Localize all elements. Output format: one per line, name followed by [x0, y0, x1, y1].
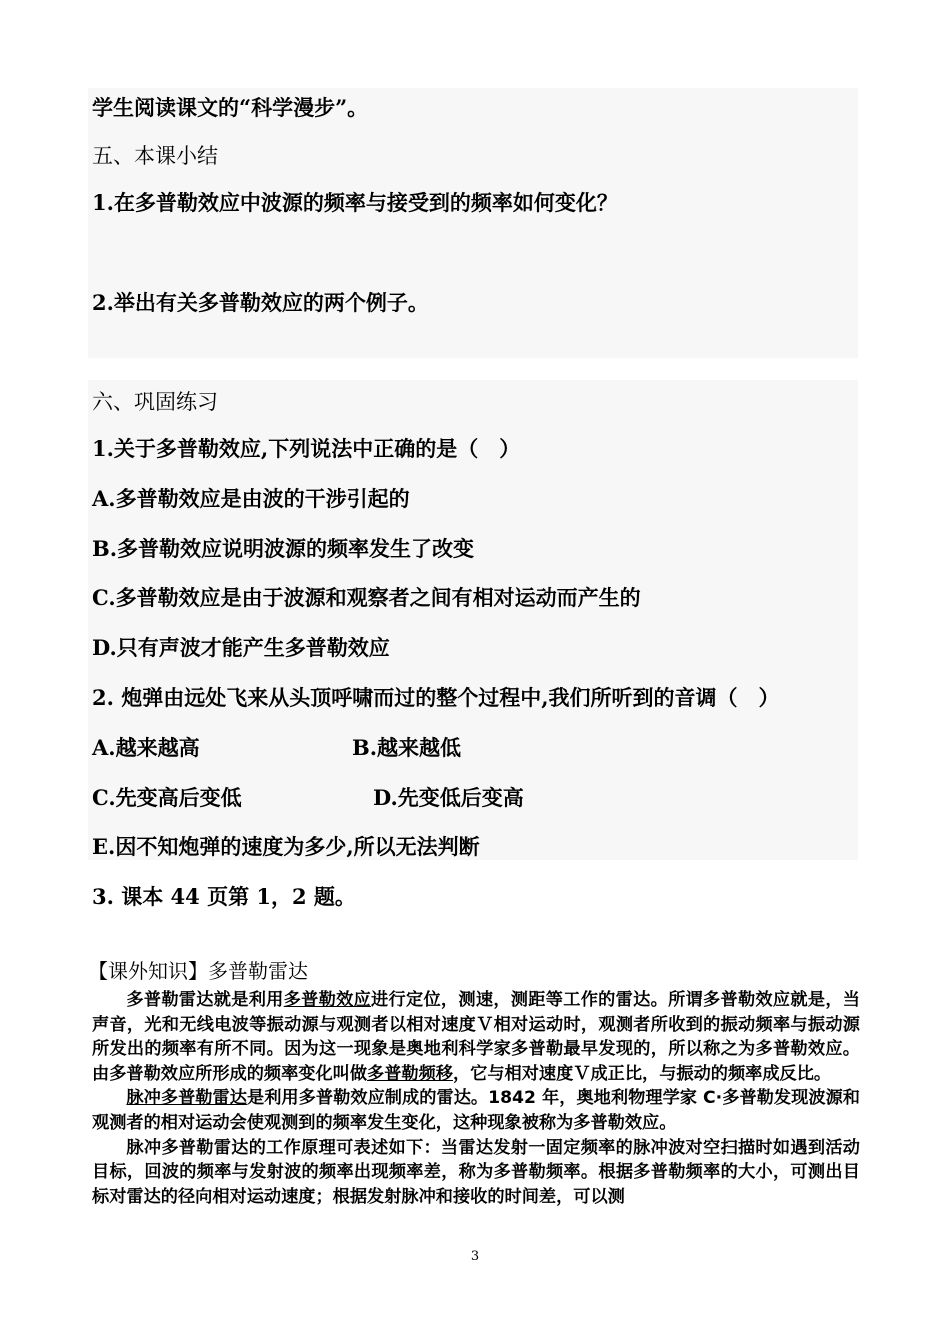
page-number: 3 [470, 1249, 480, 1264]
summary-shade [88, 88, 858, 358]
extra-knowledge [88, 958, 860, 1209]
exercise-1-option-a: A.多普勒效应是由波的干涉引起的 [92, 486, 410, 511]
section6-heading: 六、巩固练习 [92, 390, 218, 414]
exercise-1-option-b: B.多普勒效应说明波源的频率发生了改变 [92, 536, 475, 561]
doppler-shift-term: 多普勒频移 [367, 1063, 453, 1084]
pulse-doppler-radar-term: 脉冲多普勒雷达 [126, 1088, 247, 1109]
extra-paragraph-3: 脉冲多普勒雷达的工作原理可表述如下：当雷达发射一固定频率的脉冲波对空扫描时如遇到活动目标，回波的频率与发射波的频率出现频率差，称为多普勒频率。根据多普勒频率的大小，可测出目标对雷达的径向相对运动速度；根据发射脉冲和接收的时间差，可以测 [92, 1137, 860, 1207]
exercise-3: 3. 课本 44 页第 1，2 题。 [92, 884, 356, 909]
extra-paragraph-1: 多普勒雷达就是利用多普勒效应进行定位，测速，测距等工作的雷达。所谓多普勒效应就是，当声音，光和无线电波等振动源与观测者以相对速度Ｖ相对运动时，观测者所收到的振动频率与振动源所发出的频率有所不同。因为这一现象是奥地利科学家多普勒最早发现的，所以称之为多普勒效应。由多普勒效应所形成的频率变化叫做多普勒频移，它与相对速度Ｖ成正比，与振动的频率成反比。 [92, 990, 860, 1084]
summary-question-2: 2.举出有关多普勒效应的两个例子。 [92, 290, 429, 315]
exercise-1-stem: 1.关于多普勒效应,下列说法中正确的是（ ） [92, 436, 521, 461]
exercise-2-option-b: B.越来越低 [352, 735, 462, 760]
reading-instruction: 学生阅读课文的“科学漫步”。 [92, 95, 369, 120]
exercise-2-stem: 2. 炮弹由远处飞来从头顶呼啸而过的整个过程中,我们所听到的音调（ ） [92, 685, 780, 710]
exercise-2-option-a: A.越来越高 [92, 735, 200, 760]
exercise-2-option-e: E.因不知炮弹的速度为多少,所以无法判断 [92, 834, 480, 859]
exercise-2-option-c: C.先变高后变低 [92, 785, 242, 810]
summary-question-1: 1.在多普勒效应中波源的频率与接受到的频率如何变化？ [92, 190, 618, 215]
extra-paragraph-2: 脉冲多普勒雷达是利用多普勒效应制成的雷达。1842 年，奥地利物理学家 C·多普勒发现波源和观测者的相对运动会使观测到的频率发生变化，这种现象被称为多普勒效应。 [92, 1088, 860, 1133]
extra-knowledge-title: 【课外知识】多普勒雷达 [88, 959, 308, 983]
doppler-effect-term: 多普勒效应 [283, 990, 372, 1010]
section5-heading: 五、本课小结 [92, 144, 218, 168]
exercise-1-option-d: D.只有声波才能产生多普勒效应 [92, 635, 390, 660]
exercise-2-option-d: D.先变低后变高 [373, 785, 524, 810]
exercise-1-option-c: C.多普勒效应是由于波源和观察者之间有相对运动而产生的 [92, 585, 641, 610]
